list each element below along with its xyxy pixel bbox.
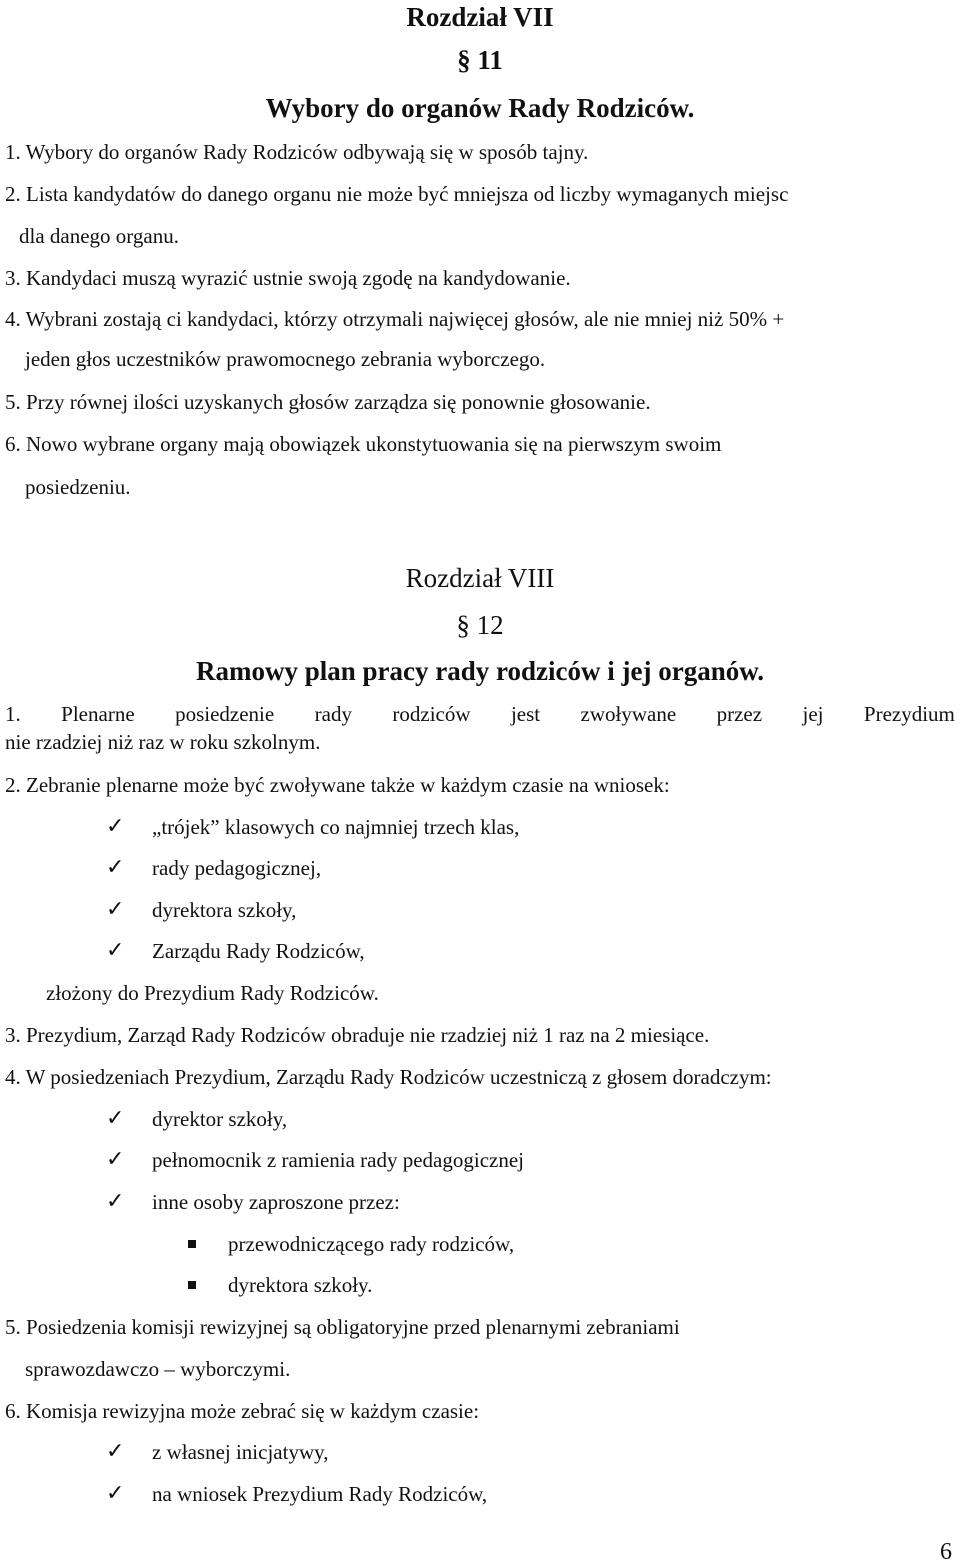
chapter-8-subtitle: Ramowy plan pracy rady rodziców i jej organów.: [196, 656, 764, 686]
checkmark-icon: ✓: [106, 938, 125, 963]
chapter-7-item-3: 3. Kandydaci muszą wyrazić ustnie swoją zgodę na kandydowanie.: [5, 266, 571, 290]
item-4-bullet: inne osoby zaproszone przez:: [152, 1190, 400, 1214]
square-bullet-icon: [188, 1281, 196, 1289]
checkmark-icon: ✓: [106, 1106, 125, 1131]
chapter-7-item-6: 6. Nowo wybrane organy mają obowiązek ukonstytuowania się na pierwszym swoim: [5, 432, 722, 456]
checkmark-icon: ✓: [106, 1439, 125, 1464]
chapter-7-item-5: 5. Przy równej ilości uzyskanych głosów zarządza się ponownie głosowanie.: [5, 390, 651, 414]
chapter-8-item-1: [5, 700, 955, 728]
item-1-word: przez: [716, 702, 763, 726]
item-2-bullet: „trójek” klasowych co najmniej trzech klas,: [152, 815, 520, 839]
item-1-word: posiedzenie: [175, 702, 275, 726]
chapter-8-item-2: 2. Zebranie plenarne może być zwoływane także w każdym czasie na wniosek:: [5, 773, 670, 797]
checkmark-icon: ✓: [106, 1189, 125, 1214]
item-4-bullet: dyrektor szkoły,: [152, 1107, 288, 1131]
page-number: 6: [940, 1539, 952, 1565]
item-1-word: Prezydium: [863, 702, 955, 726]
chapter-7-item-2: 2. Lista kandydatów do danego organu nie może być mniejsza od liczby wymaganych miejsc: [5, 182, 789, 206]
item-1-word: 1.: [5, 702, 21, 726]
chapter-7-item-6-cont: posiedzeniu.: [25, 475, 131, 499]
checkmark-icon: ✓: [106, 897, 125, 922]
item-1-word: rady: [314, 702, 352, 726]
item-4-sub-bullet: dyrektora szkoły.: [228, 1273, 373, 1297]
item-1-word: zwoływane: [580, 702, 677, 726]
item-1-word: jest: [510, 702, 541, 726]
chapter-8-item-1-cont: nie rzadziej niż raz w roku szkolnym.: [5, 730, 321, 754]
chapter-8-item-6: 6. Komisja rewizyjna może zebrać się w każdym czasie:: [5, 1399, 480, 1423]
chapter-8-title: Rozdział VIII: [405, 563, 555, 593]
chapter-7-paragraph-number: § 11: [457, 45, 503, 75]
checkmark-icon: ✓: [106, 1481, 125, 1506]
item-1-word: Plenarne: [61, 702, 135, 726]
checkmark-icon: ✓: [106, 855, 125, 880]
item-2-bullet: dyrektora szkoły,: [152, 898, 297, 922]
item-6-bullet: na wniosek Prezydium Rady Rodziców,: [152, 1482, 488, 1506]
item-4-bullet: pełnomocnik z ramienia rady pedagogicznej: [152, 1148, 525, 1172]
chapter-7-item-4-cont: jeden głos uczestników prawomocnego zebrania wyborczego.: [25, 347, 546, 371]
item-4-sub-bullet: przewodniczącego rady rodziców,: [228, 1232, 515, 1256]
item-2-bullet: Zarządu Rady Rodziców,: [152, 939, 365, 963]
checkmark-icon: ✓: [106, 814, 125, 839]
chapter-7-title: Rozdział VII: [406, 2, 554, 32]
chapter-7-subtitle: Wybory do organów Rady Rodziców.: [265, 93, 695, 123]
chapter-8-item-4: 4. W posiedzeniach Prezydium, Zarządu Rady Rodziców uczestniczą z głosem doradczym:: [5, 1065, 772, 1089]
chapter-7-item-1: 1. Wybory do organów Rady Rodziców odbywają się w sposób tajny.: [5, 140, 589, 164]
chapter-8-item-2-cont: złożony do Prezydium Rady Rodziców.: [46, 981, 379, 1005]
item-2-bullet: rady pedagogicznej,: [152, 856, 322, 880]
item-1-word: rodziców: [392, 702, 471, 726]
chapter-7-item-4: 4. Wybrani zostają ci kandydaci, którzy otrzymali najwięcej głosów, ale nie mniej niż 50% +: [5, 307, 785, 331]
item-6-bullet: z własnej inicjatywy,: [152, 1440, 329, 1464]
chapter-8-item-3: 3. Prezydium, Zarząd Rady Rodziców obraduje nie rzadziej niż 1 raz na 2 miesiące.: [5, 1023, 710, 1047]
square-bullet-icon: [188, 1240, 196, 1248]
chapter-7-item-2-cont: dla danego organu.: [19, 224, 179, 248]
chapter-8-item-5: 5. Posiedzenia komisji rewizyjnej są obligatoryjne przed plenarnymi zebraniami: [5, 1315, 680, 1339]
item-1-word: jej: [802, 702, 824, 726]
chapter-8-paragraph-number: § 12: [456, 610, 504, 640]
checkmark-icon: ✓: [106, 1147, 125, 1172]
chapter-8-item-5-cont: sprawozdawczo – wyborczymi.: [25, 1357, 291, 1381]
